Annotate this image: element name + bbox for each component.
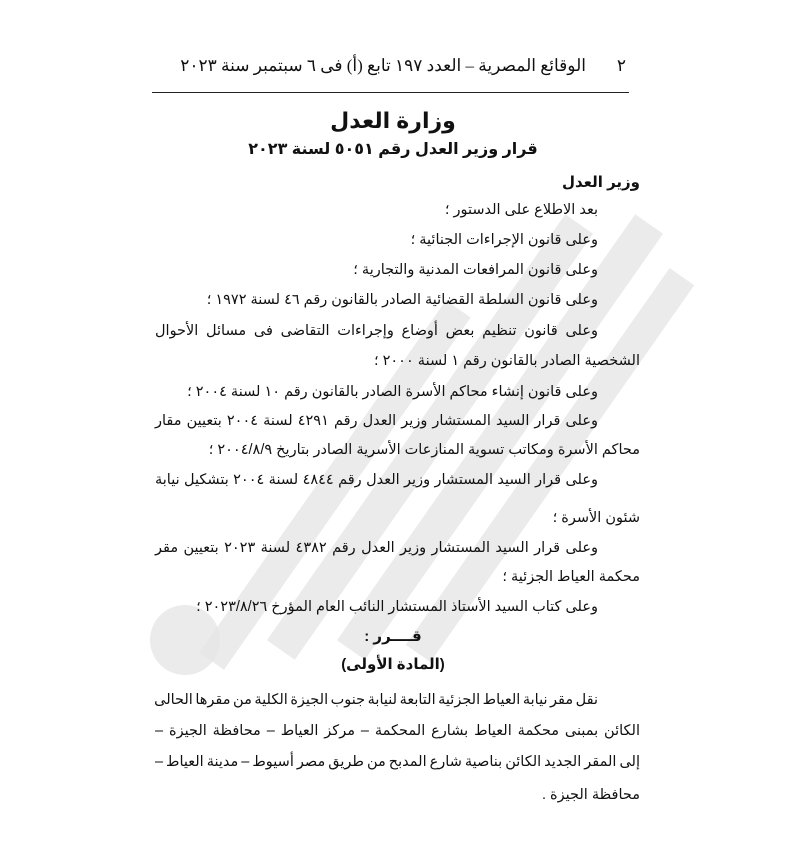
page-number: ٢ xyxy=(616,56,626,75)
preamble-line: وعلى قانون إنشاء محاكم الأسرة الصادر بالقانون رقم ١٠ لسنة ٢٠٠٤ ؛ xyxy=(187,384,598,400)
article-line: الكائن بمبنى محكمة العياط بشارع المحكمة – مركز العياط – محافظة الجيزة – xyxy=(155,723,640,739)
preamble-line: وعلى قانون تنظيم بعض أوضاع وإجراءات التقاضى فى مسائل الأحوال xyxy=(155,323,598,339)
page-title: وزارة العدل xyxy=(330,108,456,133)
decree-subtitle: قرار وزير العدل رقم ٥٠٥١ لسنة ٢٠٢٣ xyxy=(248,141,538,158)
article-line: نقل مقر نيابة العياط الجزئية التابعة لنيابة جنوب الجيزة الكلية من مقرها الحالى xyxy=(154,692,598,708)
preamble-line: محاكم الأسرة ومكاتب تسوية المنازعات الأسرية الصادر بتاريخ ٢٠٠٤/٨/٩ ؛ xyxy=(208,442,640,458)
preamble-line: وعلى قانون السلطة القضائية الصادر بالقانون رقم ٤٦ لسنة ١٩٧٢ ؛ xyxy=(206,292,598,308)
article-title: (المادة الأولى) xyxy=(341,656,445,673)
preamble-line: بعد الاطلاع على الدستور ؛ xyxy=(444,202,598,218)
preamble-line: وعلى قرار السيد المستشار وزير العدل رقم ٤٢٩١ لسنة ٢٠٠٤ بتعيين مقار xyxy=(155,413,599,429)
preamble-line: وعلى قانون الإجراءات الجنائية ؛ xyxy=(410,232,598,248)
preamble-line: محكمة العياط الجزئية ؛ xyxy=(502,569,640,585)
preamble-line: وعلى كتاب السيد الأستاذ المستشار النائب العام المؤرخ ٢٠٢٣/٨/٢٦ ؛ xyxy=(196,599,598,615)
header-rule xyxy=(152,92,629,93)
running-header: الوقائع المصرية – العدد ١٩٧ تابع (أ) فى ٦ سبتمبر سنة ٢٠٢٣ xyxy=(180,56,586,75)
preamble-line: وعلى قرار السيد المستشار وزير العدل رقم ٤٨٤٤ لسنة ٢٠٠٤ بتشكيل نيابة xyxy=(155,472,598,488)
preamble-line: الشخصية الصادر بالقانون رقم ١ لسنة ٢٠٠٠ ؛ xyxy=(373,353,640,369)
preamble-line: شئون الأسرة ؛ xyxy=(552,510,640,526)
article-line: محافظة الجيزة . xyxy=(541,787,640,803)
watermark-stripe xyxy=(267,214,593,659)
decision-label: قــــرر : xyxy=(364,628,422,645)
preamble-line: وعلى قانون المرافعات المدنية والتجارية ؛ xyxy=(353,262,598,278)
article-line: إلى المقر الجديد الكائن بناصية شارع المدبح من طريق مصر أسيوط – مدينة العياط – xyxy=(154,754,640,770)
issuer-heading: وزير العدل xyxy=(561,174,640,191)
preamble-line: وعلى قرار السيد المستشار وزير العدل رقم ٤٣٨٢ لسنة ٢٠٢٣ بتعيين مقر xyxy=(155,540,599,556)
